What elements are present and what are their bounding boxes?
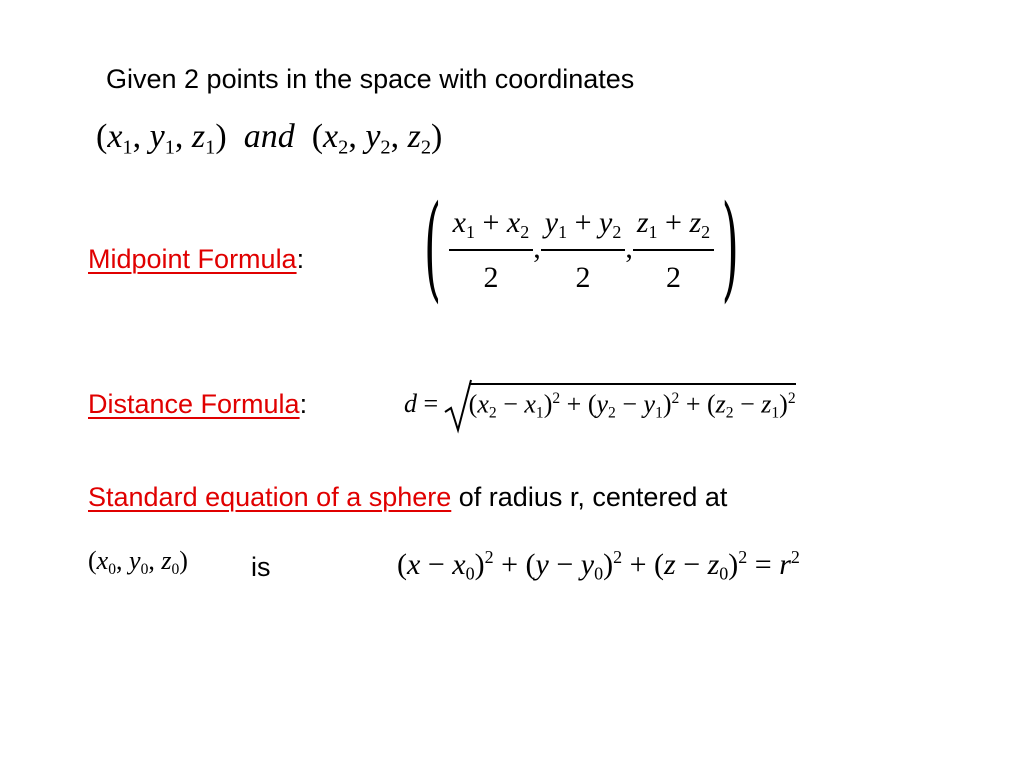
intro-text: Given 2 points in the space with coordinates bbox=[106, 64, 635, 94]
right-paren-icon: ) bbox=[721, 182, 739, 316]
distance-link: Distance Formula bbox=[88, 389, 300, 419]
is-word: is bbox=[251, 552, 271, 582]
midpoint-y-fraction: $\frac{y_1 + y_2}{2}$ bbox=[541, 208, 626, 293]
midpoint-z-fraction: $\frac{z_1 + z_2}{2}$ bbox=[633, 208, 714, 293]
sphere-center: ($x_0$, $y_0$, $z_0$) bbox=[88, 546, 188, 578]
distance-label: Distance Formula: bbox=[88, 389, 308, 419]
sphere-link: Standard equation of a sphere bbox=[88, 482, 452, 512]
midpoint-x-fraction: $\frac{x_1 + x_2}{2}$ bbox=[449, 208, 534, 293]
distance-formula: $d = (x_2 - x_1)^2 + (y_2 - y_1)^2 + (z_2 - z_1)^2$ bbox=[404, 378, 796, 434]
midpoint-link: Midpoint Formula bbox=[88, 244, 297, 274]
sphere-equation: $(x - x_0)^2 + (y - y_0)^2 + (z - z_0)^2 = r^2$ bbox=[397, 547, 800, 584]
midpoint-label: Midpoint Formula: bbox=[88, 244, 305, 274]
midpoint-formula: ( $\frac{x_1 + x_2}{2}$ , $\frac{y_1 + y_2}{2}$ , $\frac{z_1 + z_2}{2}$ ) bbox=[424, 182, 739, 316]
sphere-label: Standard equation of a sphere of radius r, centered at bbox=[88, 482, 728, 512]
and-word: and bbox=[243, 118, 295, 155]
left-paren-icon: ( bbox=[424, 182, 442, 316]
points-expression: ($x_1$, $y_1$, $z_1$) and ($x_2$, $y_2$, $z_2$) bbox=[96, 118, 443, 159]
